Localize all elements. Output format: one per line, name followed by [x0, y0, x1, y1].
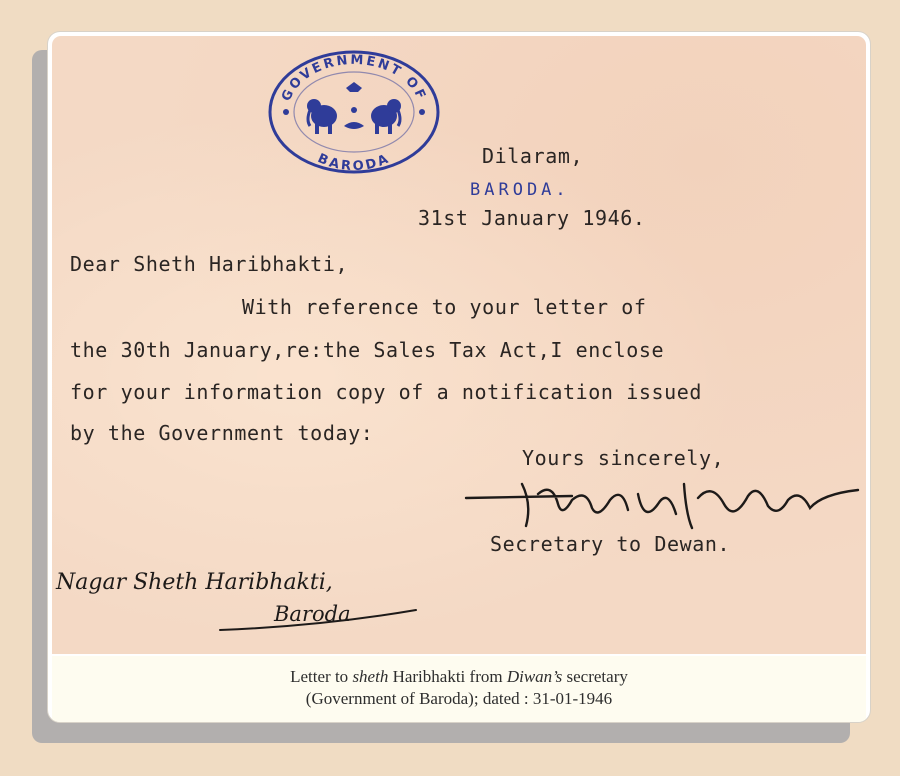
- government-of-baroda-seal: [266, 46, 442, 174]
- caption-italic-term: Diwan’s: [506, 667, 563, 686]
- caption-text: Letter to: [290, 667, 353, 686]
- letter-body-line: With reference to your letter of: [242, 295, 647, 319]
- svg-text:BARODA: [315, 151, 392, 174]
- letter-body-line: for your information copy of a notification issued: [70, 380, 703, 404]
- address-line-city: Baroda: [274, 602, 351, 626]
- svg-text:GOVERNMENT OF: [279, 53, 429, 104]
- figure-caption: [52, 656, 866, 722]
- letter-place: Dilaram,: [482, 144, 584, 168]
- seal-top-text: GOVERNMENT OF: [279, 52, 429, 104]
- letter-date: 31st January 1946.: [418, 206, 646, 230]
- letter-closing: Yours sincerely,: [522, 446, 725, 470]
- caption-italic-term: sheth: [352, 667, 389, 686]
- document-card: [48, 32, 870, 722]
- seal-bottom-text: BARODA: [315, 151, 393, 174]
- caption-line-1: [52, 666, 866, 688]
- letter-body-line: by the Government today:: [70, 421, 374, 445]
- letter-designation: Secretary to Dewan.: [490, 532, 731, 556]
- letter-salutation: Dear Sheth Haribhakti,: [70, 252, 349, 276]
- elephant-icon: [371, 99, 401, 134]
- crest-icon: [344, 82, 364, 129]
- letter-paper: [52, 36, 866, 654]
- handwritten-signature: [462, 474, 862, 534]
- handwritten-underline: [202, 604, 422, 634]
- elephant-icon: [307, 99, 337, 134]
- address-line-name: Nagar Sheth Haribhakti,: [56, 570, 333, 595]
- caption-text: secretary: [562, 667, 628, 686]
- caption-text: Haribhakti from: [388, 667, 507, 686]
- star-icon: [283, 109, 289, 115]
- letter-city: BARODA.: [470, 180, 570, 200]
- letter-body-line: the 30th January,re:the Sales Tax Act,I enclose: [70, 338, 665, 362]
- caption-line-2: (Government of Baroda); dated : 31-01-1946: [305, 689, 613, 708]
- star-icon: [419, 109, 425, 115]
